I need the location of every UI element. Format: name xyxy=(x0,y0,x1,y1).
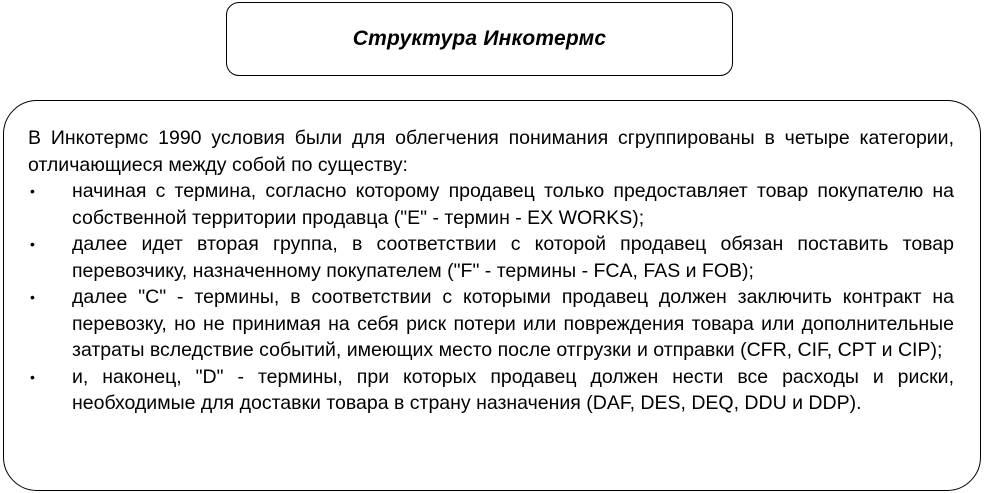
list-item xyxy=(28,231,954,284)
list-item xyxy=(28,178,954,231)
list-item xyxy=(28,284,954,364)
list-item-text: начиная с термина, согласно которому продавец только предоставляет товар покупателю на собственной территории продавца ("E" - термин - EX WORKS); xyxy=(72,180,954,229)
title-box xyxy=(226,2,733,76)
bullet-icon: • xyxy=(30,368,35,385)
intro-paragraph: В Инкотермс 1990 условия были для облегчения понимания сгруппированы в четыре категории, отличающиеся между собой по существу: xyxy=(28,127,954,176)
list-item-text: далее "C" - термины, в соответствии с которыми продавец должен заключить контракт на перевозку, но не принимая на себя риск потери или повреждения товара или дополнительные затраты вследствие событий, имеющих место после отгрузки и отправки (CFR, CIF, CPT и CIP); xyxy=(72,286,954,361)
list-item-text: далее идет вторая группа, в соответствии с которой продавец обязан поставить товар перевозчику, назначенному покупателем ("F" - термины - FCA, FAS и FOB); xyxy=(72,233,954,282)
list-item-text: и, наконец, "D" - термины, при которых продавец должен нести все расходы и риски, необходимые для доставки товара в страну назначения (DAF, DES, DEQ, DDU и DDP). xyxy=(72,365,954,414)
bullet-icon: • xyxy=(30,183,35,199)
page-title: Структура Инкотермс xyxy=(352,27,607,50)
bullet-icon: • xyxy=(30,289,35,305)
bullet-icon: • xyxy=(30,236,35,252)
bullet-list xyxy=(28,178,954,417)
content-box xyxy=(3,100,981,491)
list-item xyxy=(28,364,954,417)
